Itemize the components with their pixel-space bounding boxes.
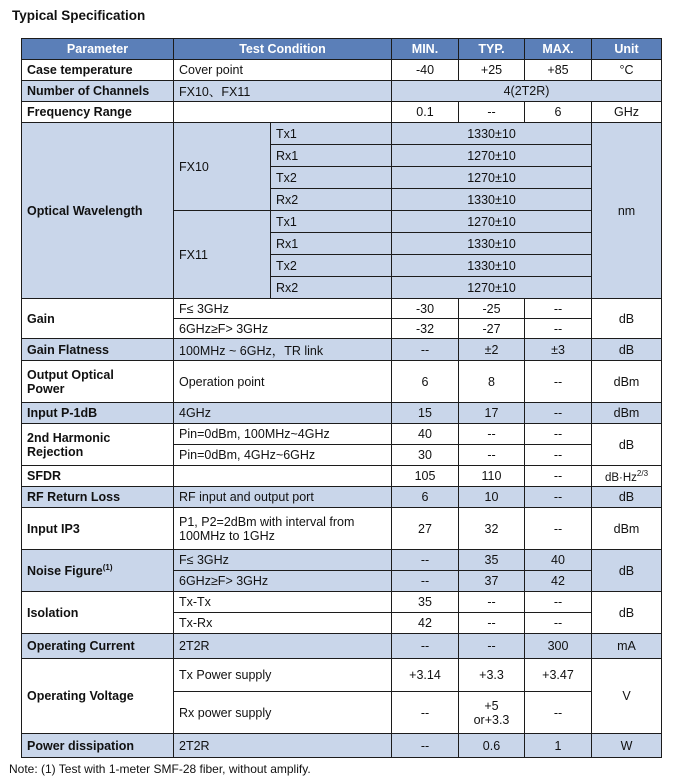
min-noise-figure: -- [392, 550, 459, 571]
unit-gain-flatness: dB [592, 339, 662, 361]
max-input-p1db: -- [525, 403, 592, 424]
max-operating-voltage: +3.47 [525, 659, 592, 692]
typ-noise-figure: 37 [459, 571, 525, 592]
min-gain: -32 [392, 319, 459, 339]
max-noise-figure: 40 [525, 550, 592, 571]
cond-power-dissipation: 2T2R [174, 734, 392, 758]
group-label-fx10: FX10 [174, 123, 271, 211]
param-second-harmonic [22, 424, 174, 466]
max-operating-voltage: -- [525, 692, 592, 734]
max-gain-flatness: ±3 [525, 339, 592, 361]
typ-operating-voltage-line2: or+3.3 [473, 712, 510, 727]
param-input-p1db: Input P-1dB [22, 403, 174, 424]
min-input-p1db: 15 [392, 403, 459, 424]
cond-second-harmonic: Pin=0dBm, 100MHz~4GHz [174, 424, 392, 445]
typ-input-ip3: 32 [459, 508, 525, 550]
unit-output-optical-power: dBm [592, 361, 662, 403]
unit-input-ip3: dBm [592, 508, 662, 550]
unit-power-dissipation: W [592, 734, 662, 758]
param-output-optical-power-line1: Output Optical [27, 367, 114, 382]
table-row [22, 123, 662, 145]
unit-operating-voltage: V [592, 659, 662, 734]
min-power-dissipation: -- [392, 734, 459, 758]
table-row [22, 592, 662, 613]
min-output-optical-power: 6 [392, 361, 459, 403]
table-row [22, 734, 662, 758]
min-second-harmonic: 30 [392, 445, 459, 466]
typ-noise-figure: 35 [459, 550, 525, 571]
unit-input-p1db: dBm [592, 403, 662, 424]
value-number-of-channels: 4(2T2R) [392, 81, 662, 102]
header-typ: TYP. [459, 39, 525, 60]
wavelength-value: 1270±10 [392, 167, 592, 189]
cond-input-ip3-line1: P1, P2=2dBm with interval from [179, 514, 355, 529]
min-rf-return-loss: 6 [392, 487, 459, 508]
wavelength-value: 1270±10 [392, 145, 592, 167]
header-max: MAX. [525, 39, 592, 60]
min-operating-voltage: +3.14 [392, 659, 459, 692]
typ-isolation: -- [459, 592, 525, 613]
typ-operating-voltage-line1: +5 [484, 698, 499, 713]
wavelength-channel: Tx2 [271, 255, 392, 277]
max-second-harmonic: -- [525, 424, 592, 445]
param-rf-return-loss: RF Return Loss [22, 487, 174, 508]
table-row [22, 60, 662, 81]
param-noise-figure-name: Noise Figure [27, 564, 103, 579]
wavelength-value: 1330±10 [392, 189, 592, 211]
unit-second-harmonic: dB [592, 424, 662, 466]
typ-case-temperature: +25 [459, 60, 525, 81]
param-output-optical-power [22, 361, 174, 403]
unit-sfdr-base: dB·Hz [604, 471, 637, 484]
max-sfdr: -- [525, 466, 592, 487]
cond-gain-flatness: 100MHz ~ 6GHz，TR link [174, 339, 392, 361]
cond-operating-voltage: Tx Power supply [174, 659, 392, 692]
unit-case-temperature: °C [592, 60, 662, 81]
typ-gain-flatness: ±2 [459, 339, 525, 361]
typ-gain: -25 [459, 299, 525, 319]
param-output-optical-power-line2: Power [27, 381, 65, 396]
specification-table [21, 38, 662, 758]
max-operating-current: 300 [525, 634, 592, 659]
wavelength-value: 1270±10 [392, 211, 592, 233]
param-isolation: Isolation [22, 592, 174, 634]
cond-input-ip3-line2: 100MHz to 1GHz [179, 528, 275, 543]
typ-gain: -27 [459, 319, 525, 339]
wavelength-channel: Rx2 [271, 189, 392, 211]
wavelength-channel: Tx1 [271, 123, 392, 145]
param-operating-voltage: Operating Voltage [22, 659, 174, 734]
typ-rf-return-loss: 10 [459, 487, 525, 508]
table-row [22, 508, 662, 550]
header-min: MIN. [392, 39, 459, 60]
cond-frequency-range [174, 102, 392, 123]
param-number-of-channels: Number of Channels [22, 81, 174, 102]
cond-case-temperature: Cover point [174, 60, 392, 81]
table-row [22, 487, 662, 508]
max-noise-figure: 42 [525, 571, 592, 592]
cond-input-p1db: 4GHz [174, 403, 392, 424]
table-row [22, 466, 662, 487]
min-noise-figure: -- [392, 571, 459, 592]
wavelength-channel: Tx1 [271, 211, 392, 233]
cond-number-of-channels: FX10、FX11 [174, 81, 392, 102]
unit-sfdr [592, 466, 662, 487]
param-gain: Gain [22, 299, 174, 339]
max-gain: -- [525, 319, 592, 339]
unit-frequency-range: GHz [592, 102, 662, 123]
min-case-temperature: -40 [392, 60, 459, 81]
wavelength-channel: Rx2 [271, 277, 392, 299]
max-case-temperature: +85 [525, 60, 592, 81]
header-parameter: Parameter [22, 39, 174, 60]
footnote-marker: (1) [102, 562, 113, 572]
min-second-harmonic: 40 [392, 424, 459, 445]
param-power-dissipation: Power dissipation [22, 734, 174, 758]
min-operating-voltage: -- [392, 692, 459, 734]
header-unit: Unit [592, 39, 662, 60]
table-row [22, 424, 662, 445]
param-gain-flatness: Gain Flatness [22, 339, 174, 361]
max-rf-return-loss: -- [525, 487, 592, 508]
unit-gain: dB [592, 299, 662, 339]
cond-rf-return-loss: RF input and output port [174, 487, 392, 508]
table-row [22, 299, 662, 319]
min-input-ip3: 27 [392, 508, 459, 550]
footnote: Note: (1) Test with 1-meter SMF-28 fiber, without amplify. [9, 762, 311, 776]
cond-gain: F≤ 3GHz [174, 299, 392, 319]
wavelength-channel: Rx1 [271, 233, 392, 255]
wavelength-value: 1330±10 [392, 233, 592, 255]
table-row [22, 81, 662, 102]
typ-isolation: -- [459, 613, 525, 634]
unit-optical-wavelength: nm [592, 123, 662, 299]
param-sfdr: SFDR [22, 466, 174, 487]
param-second-harmonic-line1: 2nd Harmonic [27, 430, 111, 445]
cond-sfdr [174, 466, 392, 487]
min-gain-flatness: -- [392, 339, 459, 361]
group-label-fx11: FX11 [174, 211, 271, 299]
cond-second-harmonic: Pin=0dBm, 4GHz~6GHz [174, 445, 392, 466]
cond-operating-current: 2T2R [174, 634, 392, 659]
table-row [22, 403, 662, 424]
param-frequency-range: Frequency Range [22, 102, 174, 123]
typ-second-harmonic: -- [459, 424, 525, 445]
table-row [22, 550, 662, 571]
unit-noise-figure: dB [592, 550, 662, 592]
typ-operating-voltage: +3.3 [459, 659, 525, 692]
param-noise-figure [22, 550, 174, 592]
unit-sfdr-exponent: 2/3 [636, 468, 649, 478]
unit-rf-return-loss: dB [592, 487, 662, 508]
table-row [22, 339, 662, 361]
table-row [22, 102, 662, 123]
cond-isolation: Tx-Tx [174, 592, 392, 613]
table-row [22, 659, 662, 692]
cond-isolation: Tx-Rx [174, 613, 392, 634]
param-input-ip3: Input IP3 [22, 508, 174, 550]
min-sfdr: 105 [392, 466, 459, 487]
table-row [22, 634, 662, 659]
cond-noise-figure: F≤ 3GHz [174, 550, 392, 571]
max-isolation: -- [525, 592, 592, 613]
cond-input-ip3 [174, 508, 392, 550]
unit-isolation: dB [592, 592, 662, 634]
wavelength-value: 1270±10 [392, 277, 592, 299]
cond-noise-figure: 6GHz≥F> 3GHz [174, 571, 392, 592]
table-row [22, 361, 662, 403]
wavelength-value: 1330±10 [392, 123, 592, 145]
typ-power-dissipation: 0.6 [459, 734, 525, 758]
typ-operating-current: -- [459, 634, 525, 659]
max-frequency-range: 6 [525, 102, 592, 123]
min-frequency-range: 0.1 [392, 102, 459, 123]
cond-output-optical-power: Operation point [174, 361, 392, 403]
min-isolation: 35 [392, 592, 459, 613]
section-title: Typical Specification [12, 8, 146, 23]
typ-input-p1db: 17 [459, 403, 525, 424]
param-operating-current: Operating Current [22, 634, 174, 659]
typ-operating-voltage [459, 692, 525, 734]
param-second-harmonic-line2: Rejection [27, 444, 84, 459]
header-test-condition: Test Condition [174, 39, 392, 60]
cond-gain: 6GHz≥F> 3GHz [174, 319, 392, 339]
typ-second-harmonic: -- [459, 445, 525, 466]
param-optical-wavelength: Optical Wavelength [22, 123, 174, 299]
typ-output-optical-power: 8 [459, 361, 525, 403]
cond-operating-voltage: Rx power supply [174, 692, 392, 734]
typ-sfdr: 110 [459, 466, 525, 487]
min-isolation: 42 [392, 613, 459, 634]
min-gain: -30 [392, 299, 459, 319]
wavelength-channel: Tx2 [271, 167, 392, 189]
typ-frequency-range: -- [459, 102, 525, 123]
max-second-harmonic: -- [525, 445, 592, 466]
max-gain: -- [525, 299, 592, 319]
max-isolation: -- [525, 613, 592, 634]
max-input-ip3: -- [525, 508, 592, 550]
min-operating-current: -- [392, 634, 459, 659]
wavelength-value: 1330±10 [392, 255, 592, 277]
table-header-row [22, 39, 662, 60]
unit-operating-current: mA [592, 634, 662, 659]
wavelength-channel: Rx1 [271, 145, 392, 167]
max-power-dissipation: 1 [525, 734, 592, 758]
param-case-temperature: Case temperature [22, 60, 174, 81]
max-output-optical-power: -- [525, 361, 592, 403]
